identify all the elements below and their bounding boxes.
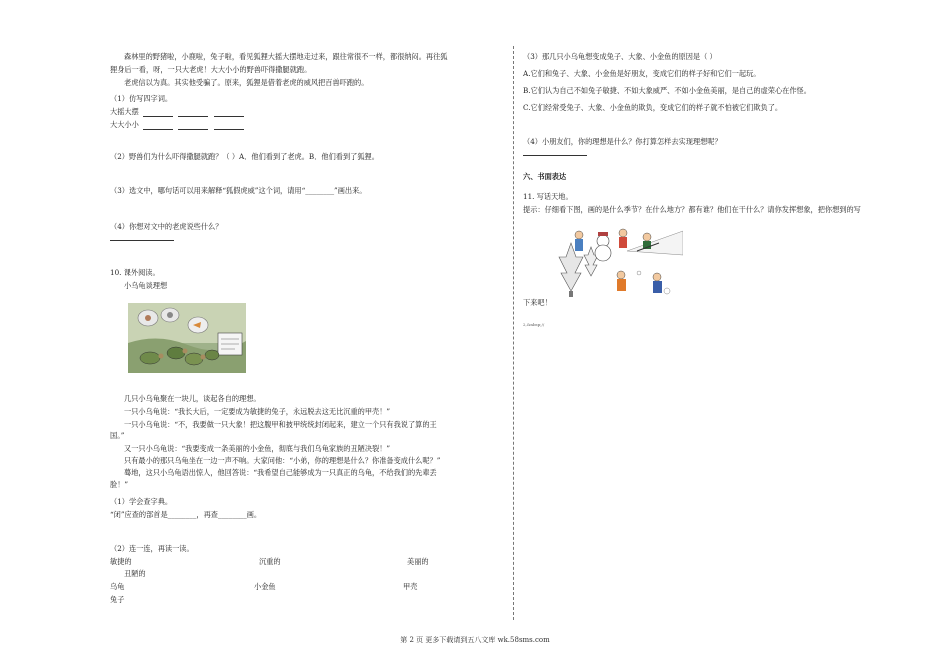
- story-line-1: 几只小乌龟聚在一块儿，谈起各自的理想。: [124, 394, 261, 403]
- word-choulou[interactable]: 丑陋的: [124, 569, 146, 578]
- word-jiaqiao[interactable]: 甲壳: [403, 582, 418, 591]
- word-tuzi[interactable]: 兔子: [110, 595, 125, 604]
- word-xiaojinyu[interactable]: 小金鱼: [254, 582, 276, 591]
- idiom-example-1-text: 大摇大摆: [110, 107, 139, 116]
- word-wugui[interactable]: 乌龟: [110, 582, 125, 591]
- answer-line[interactable]: [110, 240, 174, 241]
- answer-blank[interactable]: [214, 108, 244, 117]
- story-line-3b: 国。”: [110, 431, 125, 440]
- answer-blank[interactable]: [143, 108, 173, 117]
- question-4-right: （4）小朋友们，你的理想是什么？你打算怎样去实现理想呢？: [523, 137, 722, 146]
- story-line-6: 蓦地，这只小乌龟语出惊人，他回答说：“我希望自己能够成为一只真正的乌龟，不给我们的先辈丢: [124, 468, 437, 477]
- idiom-example-1: [110, 107, 244, 117]
- option-a[interactable]: A.它们和兔子、大象、小金鱼是好朋友，变成它们的样子好和它们一起玩。: [523, 69, 761, 78]
- answer-blank[interactable]: [178, 121, 208, 130]
- word-minjie[interactable]: 敏捷的: [110, 557, 132, 566]
- question-3: （3）选文中，哪句话可以用来解释“狐假虎威”这个词，请用“________”画出来。: [110, 186, 367, 195]
- question-10-2: （2）连一连，再读一读。: [110, 544, 194, 553]
- column-divider: [513, 46, 514, 620]
- section-heading: 六、书面表达: [523, 172, 567, 181]
- story-line-5: 只有最小的那只乌龟坐在一边一声不响。大家问他：“小弟，你的理想是什么？你准备变成什么呢？”: [124, 456, 441, 465]
- answer-blank[interactable]: [143, 121, 173, 130]
- story-line-4: 又一只小乌龟说：“我要变成一条美丽的小金鱼，彻底与我们乌龟家族的丑陋决裂！”: [124, 444, 391, 453]
- question-10-1: （1）学会查字典。: [110, 497, 173, 506]
- question-3-right: （3）那几只小乌龟想变成兔子、大象、小金鱼的原因是（ ）: [523, 52, 717, 61]
- answer-line[interactable]: [523, 155, 587, 156]
- idiom-example-2: [110, 120, 244, 130]
- question-2: （2）野兽们为什么吓得撒腿就跑？（ ）A．他们看到了老虎。B．他们看到了狐狸。: [110, 152, 379, 161]
- tiny-mark: 2,&nbsp;//: [523, 322, 545, 327]
- option-b[interactable]: B.它们认为自己不如兔子敏捷、不如大象威严、不如小金鱼美丽，是自己的虚荣心在作怪。: [523, 86, 811, 95]
- story-line-6b: 脸！”: [110, 480, 129, 489]
- question-11-hint-end: 下来吧！: [523, 298, 552, 307]
- story-line-2: 一只小乌龟说：“我长大后，一定要成为敏捷的兔子，永远脱去这无比沉重的甲壳！”: [124, 407, 391, 416]
- passage-line-3: 老虎信以为真。其实他受骗了。原来，狐狸是借着老虎的威风把百兽吓跑的。: [124, 78, 369, 87]
- winter-illustration: [557, 221, 683, 301]
- question-1-label: （1）仿写四字词。: [110, 94, 173, 103]
- page-footer: 第 2 页 更多下载请到五八文库 wk.58sms.com: [400, 636, 550, 644]
- question-11-hint: 提示：仔细看下图，画的是什么季节？在什么地方？都有谁？他们在干什么？请你发挥想象，把你想到的写: [523, 205, 861, 214]
- word-meili[interactable]: 美丽的: [407, 557, 429, 566]
- word-chenzhong[interactable]: 沉重的: [259, 557, 281, 566]
- question-10-label: 10. 课外阅读。: [110, 268, 160, 277]
- answer-blank[interactable]: [214, 121, 244, 130]
- question-4: （4）你想对文中的老虎说些什么？: [110, 222, 223, 231]
- question-11-label: 11. 写话天地。: [523, 192, 573, 201]
- story-title: 小乌龟谈理想: [124, 281, 168, 290]
- turtle-illustration: [128, 303, 246, 373]
- option-c[interactable]: C.它们经常受兔子、大象、小金鱼的欺负，变成它们的样子就不怕被它们欺负了。: [523, 103, 783, 112]
- passage-line-1: 森林里的野猪啦，小鹿啦，兔子啦，看见狐狸大摇大摆地走过来，跟往常很不一样，都很纳闷。再往狐: [124, 52, 448, 61]
- story-line-3: 一只小乌龟说：“不，我要做一只大象！把这腹甲和披甲统统封闭起来，建立一个只有我说了算的王: [124, 420, 437, 429]
- idiom-example-2-text: 大大小小: [110, 120, 139, 129]
- passage-line-2: 狸身后一看，呀，一只大老虎！大大小小的野兽吓得撒腿就跑。: [110, 65, 312, 74]
- answer-blank[interactable]: [178, 108, 208, 117]
- question-10-1-text: “闭”应查的部首是________，再查________画。: [110, 510, 262, 519]
